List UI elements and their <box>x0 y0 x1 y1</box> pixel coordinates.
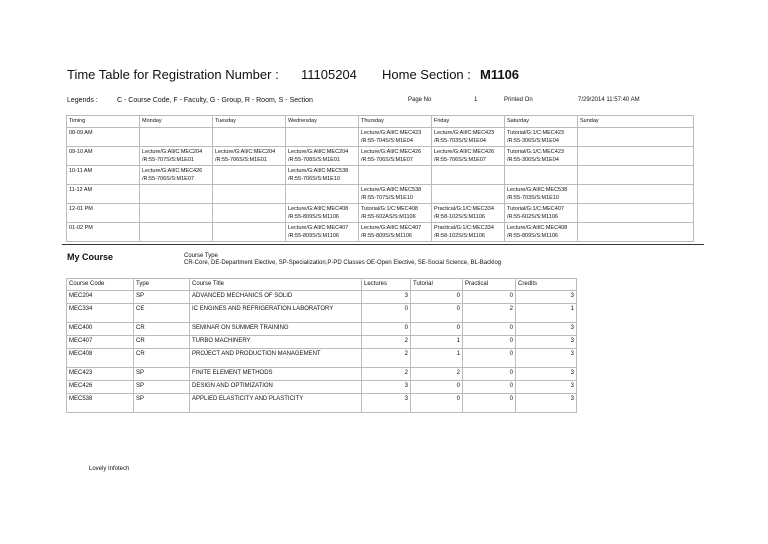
timetable-header-sunday: Sunday <box>578 116 694 128</box>
timetable-timing-cell: 12-01 PM <box>67 204 140 223</box>
lectures-cell: 3 <box>362 394 411 413</box>
credits-cell: 3 <box>516 323 577 336</box>
timetable-slot-cell <box>213 185 286 204</box>
timetable-slot-cell: Lecture/G:All/C:MEC423 /R:55-703S/S:M1E04 <box>432 128 505 147</box>
course-title-cell: APPLIED ELASTICITY AND PLASTICITY <box>190 394 362 413</box>
timetable-slot-cell <box>213 128 286 147</box>
practical-cell: 0 <box>463 368 516 381</box>
page-no-value: 1 <box>474 97 478 103</box>
timetable-timing-cell: 08-09 AM <box>67 128 140 147</box>
practical-cell: 0 <box>463 291 516 304</box>
tutorial-cell: 0 <box>411 394 463 413</box>
course-type-cell: SP <box>134 368 190 381</box>
timetable-timing-cell: 09-10 AM <box>67 147 140 166</box>
timetable-slot-cell: Practical/G:1/C:MEC334 /R:58-102S/S:M1106 <box>432 204 505 223</box>
timetable-slot-cell: Lecture/G:All/C:MEC408 /R:55-809S/S:M1106 <box>505 223 578 242</box>
practical-cell: 0 <box>463 381 516 394</box>
timetable-slot-cell <box>286 185 359 204</box>
course-row <box>67 291 577 304</box>
page-title: Time Table for Registration Number : <box>67 67 279 82</box>
lectures-cell: 3 <box>362 291 411 304</box>
lectures-cell: 2 <box>362 336 411 349</box>
course-code-cell: MEC426 <box>67 381 134 394</box>
timetable-slot-cell <box>505 166 578 185</box>
timetable-row <box>67 223 694 242</box>
course-row <box>67 349 577 368</box>
timetable-header-friday: Friday <box>432 116 505 128</box>
course-table-header: Tutorial <box>411 279 463 291</box>
timetable-row <box>67 166 694 185</box>
course-row <box>67 323 577 336</box>
course-code-cell: MEC334 <box>67 304 134 323</box>
timetable-slot-cell: Lecture/G:All/C:MEC408 /R:55-809S/S:M1106 <box>286 204 359 223</box>
home-section-label: Home Section : <box>382 67 471 82</box>
timetable-slot-cell: Lecture/G:All/C:MEC204 /R:55-706S/S:M1E01 <box>213 147 286 166</box>
course-code-cell: MEC407 <box>67 336 134 349</box>
course-type-label: Course Type <box>184 253 218 259</box>
lectures-cell: 0 <box>362 323 411 336</box>
timetable-slot-cell <box>140 204 213 223</box>
timetable-slot-cell <box>578 166 694 185</box>
tutorial-cell: 0 <box>411 381 463 394</box>
timetable-timing-cell: 01-02 PM <box>67 223 140 242</box>
timetable-slot-cell: Lecture/G:All/C:MEC538 /R:55-706S/S:M1E10 <box>286 166 359 185</box>
practical-cell: 2 <box>463 304 516 323</box>
timetable-row <box>67 185 694 204</box>
timetable-slot-cell <box>140 185 213 204</box>
tutorial-cell: 0 <box>411 304 463 323</box>
timetable-slot-cell <box>432 185 505 204</box>
printed-on-label: Printed On <box>504 97 533 103</box>
course-table-header: Course Code <box>67 279 134 291</box>
credits-cell: 3 <box>516 368 577 381</box>
course-row <box>67 368 577 381</box>
timetable-slot-cell: Lecture/G:All/C:MEC407 /R:55-809S/S:M1106 <box>359 223 432 242</box>
lectures-cell: 0 <box>362 304 411 323</box>
tutorial-cell: 2 <box>411 368 463 381</box>
credits-cell: 3 <box>516 336 577 349</box>
timetable-slot-cell <box>213 223 286 242</box>
timetable-slot-cell: Lecture/G:All/C:MEC423 /R:55-704S/S:M1E04 <box>359 128 432 147</box>
timetable-slot-cell <box>213 166 286 185</box>
course-type-cell: SP <box>134 381 190 394</box>
timetable-slot-cell <box>213 204 286 223</box>
course-title-cell: TURBO MACHINERY <box>190 336 362 349</box>
timetable-slot-cell: Lecture/G:All/C:MEC426 /R:55-706S/S:M1E07 <box>140 166 213 185</box>
timetable-slot-cell <box>578 204 694 223</box>
course-type-cell: SP <box>134 291 190 304</box>
course-code-cell: MEC423 <box>67 368 134 381</box>
tutorial-cell: 0 <box>411 323 463 336</box>
course-table-header-row <box>67 279 577 291</box>
course-type-cell: SP <box>134 394 190 413</box>
course-type-cell: CR <box>134 336 190 349</box>
course-title-cell: SEMINAR ON SUMMER TRAINING <box>190 323 362 336</box>
credits-cell: 3 <box>516 394 577 413</box>
timetable-slot-cell <box>578 185 694 204</box>
timetable-slot-cell <box>140 128 213 147</box>
course-row <box>67 336 577 349</box>
tutorial-cell: 1 <box>411 336 463 349</box>
legends-label: Legends : <box>67 97 98 104</box>
course-code-cell: MEC538 <box>67 394 134 413</box>
footer-brand: Lovely Infotech <box>89 466 130 472</box>
practical-cell: 0 <box>463 323 516 336</box>
timetable-header-wednesday: Wednesday <box>286 116 359 128</box>
timetable-slot-cell: Lecture/G:All/C:MEC407 /R:55-809S/S:M1106 <box>286 223 359 242</box>
home-section-code: M1106 <box>480 67 520 82</box>
timetable-slot-cell: Lecture/G:All/C:MEC426 /R:55-706S/S:M1E07 <box>432 147 505 166</box>
timetable-slot-cell: Tutorial/G:1/C:MEC408 /R:55-602AS/S:M1106 <box>359 204 432 223</box>
course-table-header: Lectures <box>362 279 411 291</box>
course-table <box>66 278 577 413</box>
timetable-slot-cell <box>578 128 694 147</box>
course-code-cell: MEC204 <box>67 291 134 304</box>
practical-cell: 0 <box>463 336 516 349</box>
course-row <box>67 394 577 413</box>
timetable-slot-cell <box>286 128 359 147</box>
timetable-slot-cell <box>432 166 505 185</box>
course-code-cell: MEC408 <box>67 349 134 368</box>
course-type-cell: CE <box>134 304 190 323</box>
credits-cell: 3 <box>516 381 577 394</box>
timetable-slot-cell <box>578 147 694 166</box>
course-title-cell: FINITE ELEMENT METHODS <box>190 368 362 381</box>
course-title-cell: DESIGN AND OPTIMIZATION <box>190 381 362 394</box>
timetable-slot-cell: Lecture/G:All/C:MEC538 /R:55-703S/S:M1E10 <box>505 185 578 204</box>
timetable-slot-cell: Tutorial/G:1/C:MEC423 /R:55-306S/S:M1E04 <box>505 128 578 147</box>
course-type-cell: CR <box>134 349 190 368</box>
course-row <box>67 381 577 394</box>
lectures-cell: 2 <box>362 349 411 368</box>
credits-cell: 1 <box>516 304 577 323</box>
course-table-header: Type <box>134 279 190 291</box>
timetable-slot-cell: Tutorial/G:1/C:MEC407 /R:55-602S/S:M1106 <box>505 204 578 223</box>
tutorial-cell: 0 <box>411 291 463 304</box>
lectures-cell: 3 <box>362 381 411 394</box>
credits-cell: 3 <box>516 291 577 304</box>
legends-text: C - Course Code, F - Faculty, G - Group, R - Room, S - Section <box>117 97 313 104</box>
timetable-header-timing: Timing <box>67 116 140 128</box>
timetable-header-saturday: Saturday <box>505 116 578 128</box>
course-title-cell: PROJECT AND PRODUCTION MANAGEMENT <box>190 349 362 368</box>
tutorial-cell: 1 <box>411 349 463 368</box>
timetable-timing-cell: 11-12 AM <box>67 185 140 204</box>
course-title-cell: ADVANCED MECHANICS OF SOLID <box>190 291 362 304</box>
registration-number: 11105204 <box>301 67 357 82</box>
practical-cell: 0 <box>463 394 516 413</box>
timetable-slot-cell: Lecture/G:All/C:MEC426 /R:55-706S/S:M1E07 <box>359 147 432 166</box>
course-table-header: Practical <box>463 279 516 291</box>
course-code-cell: MEC400 <box>67 323 134 336</box>
course-title-cell: IC ENGINES AND REFRIGERATION LABORATORY <box>190 304 362 323</box>
printed-on-value: 7/29/2014 11:57:40 AM <box>578 97 640 103</box>
course-type-legend: CR-Core, DE-Department Elective, SP-Specialization,P-PD Classes OE-Open Elective, SE-Social Science, BL-Backlog <box>184 260 502 266</box>
section-divider <box>62 244 704 245</box>
course-type-cell: CR <box>134 323 190 336</box>
timetable-row <box>67 204 694 223</box>
timetable-slot-cell: Lecture/G:All/C:MEC204 /R:55-708S/S:M1E01 <box>286 147 359 166</box>
course-table-header: Credits <box>516 279 577 291</box>
timetable-slot-cell <box>140 223 213 242</box>
timetable-slot-cell: Tutorial/G:1/C:MEC423 /R:55-306S/S:M1E04 <box>505 147 578 166</box>
practical-cell: 0 <box>463 349 516 368</box>
timetable-timing-cell: 10-11 AM <box>67 166 140 185</box>
timetable-row <box>67 147 694 166</box>
credits-cell: 3 <box>516 349 577 368</box>
timetable-header-tuesday: Tuesday <box>213 116 286 128</box>
timetable-header-monday: Monday <box>140 116 213 128</box>
course-row <box>67 304 577 323</box>
timetable-slot-cell: Lecture/G:All/C:MEC538 /R:55-707S/S:M1E10 <box>359 185 432 204</box>
course-table-header: Course Title <box>190 279 362 291</box>
page-no-label: Page No <box>408 97 432 103</box>
timetable-slot-cell: Practical/G:1/C:MEC334 /R:58-102S/S:M1106 <box>432 223 505 242</box>
my-course-heading: My Course <box>67 252 114 262</box>
lectures-cell: 2 <box>362 368 411 381</box>
timetable-grid <box>66 115 694 242</box>
timetable-slot-cell <box>359 166 432 185</box>
timetable-header-thursday: Thursday <box>359 116 432 128</box>
timetable-slot-cell: Lecture/G:All/C:MEC204 /R:55-707S/S:M1E01 <box>140 147 213 166</box>
timetable-row <box>67 128 694 147</box>
timetable-header-row <box>67 116 694 128</box>
timetable-slot-cell <box>578 223 694 242</box>
